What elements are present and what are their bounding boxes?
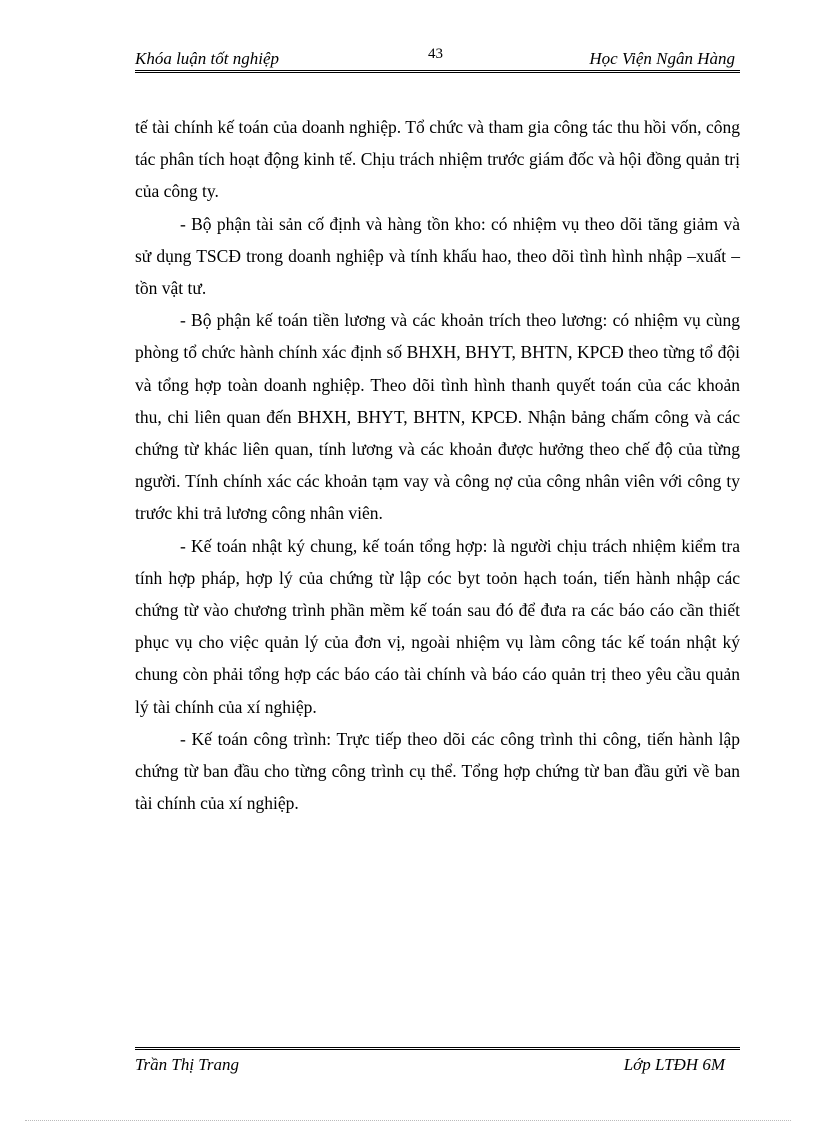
paragraph-fixed-assets: - Bộ phận tài sản cố định và hàng tồn kho: có nhiệm vụ theo dõi tăng giảm và sử dụng TSCĐ trong doanh nghiệp và tính khấu hao, theo dõi tình hình nhập –xuất – tồn vật tư. [135, 213, 740, 299]
header-thesis-title: Khóa luận tốt nghiệp [135, 49, 280, 68]
footer-divider [135, 1047, 740, 1050]
page-header [135, 48, 735, 70]
header-divider [135, 70, 740, 73]
footer-class: Lớp LTĐH 6M [623, 1055, 725, 1074]
page-footer [135, 1054, 735, 1076]
document-body [135, 111, 740, 819]
paragraph-general-journal: - Kế toán nhật ký chung, kế toán tổng hợp: là người chịu trách nhiệm kiểm tra tính hợp pháp, hợp lý của chứng từ lập cóc byt toỏn hạch toán, tiến hành nhập các chứng từ vào chương trình phần mềm kế toán sau đó để đưa ra các báo cáo cần thiết phục vụ cho việc quản lý của đơn vị, ngoài nhiệm vụ làm công tác kế toán nhật ký chung còn phải tổng hợp các báo cáo tài chính và báo cáo quản trị theo yêu cầu quản lý tài chính của xí nghiệp. [135, 535, 740, 717]
page-number: 43 [428, 46, 443, 62]
footer-author: Trần Thị Trang [135, 1055, 239, 1074]
page-edge-divider [25, 1120, 791, 1121]
header-institution: Học Viện Ngân Hàng [589, 49, 735, 68]
paragraph-payroll: - Bộ phận kế toán tiền lương và các khoản trích theo lương: có nhiệm vụ cùng phòng tổ chức hành chính xác định số BHXH, BHYT, BHTN, KPCĐ theo từng tổ đội và tổng hợp toàn doanh nghiệp. Theo dõi tình hình thanh quyết toán của các khoản thu, chi liên quan đến BHXH, BHYT, BHTN, KPCĐ. Nhận bảng chấm công và các chứng từ khác liên quan, tính lương và các khoản được hưởng theo chế độ của từng người. Tính chính xác các khoản tạm vay và công nợ của công nhân viên với công ty trước khi trả lương công nhân viên. [135, 310, 740, 524]
paragraph-continuation: tế tài chính kế toán của doanh nghiệp. Tổ chức và tham gia công tác thu hồi vốn, công tác phân tích hoạt động kinh tế. Chịu trách nhiệm trước giám đốc và hội đồng quản trị của công ty. [135, 117, 740, 202]
paragraph-construction: - Kế toán công trình: Trực tiếp theo dõi các công trình thi công, tiến hành lập chứng từ ban đầu cho từng công trình cụ thể. Tổng hợp chứng từ ban đầu gửi về ban tài chính của xí nghiệp. [135, 728, 740, 814]
